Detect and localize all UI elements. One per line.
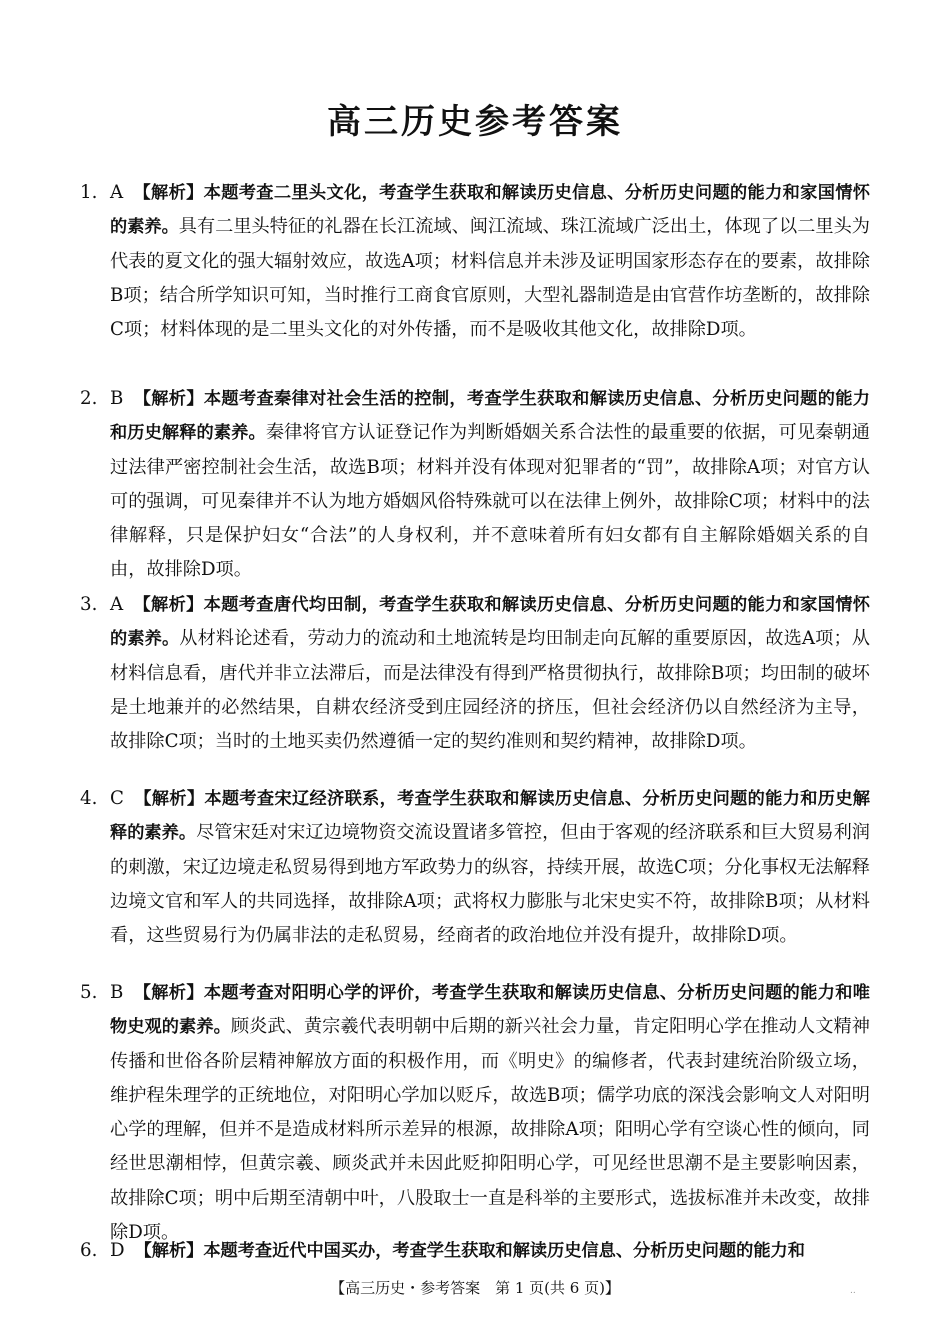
answer-body-3: 从材料论述看，劳动力的流动和土地流转是均田制走向瓦解的重要原因，故选A项；从材料信息看，唐代并非立法滞后，而是法律没有得到严格贯彻执行，故排除B项；均田制的破坏是土地兼并的必然结果，自耕农经济受到庄园经济的挤压，但社会经济仍以自然经济为主导，故排除C项；当时的土地买卖仍然遵循一定的契约准则和契约精神，故排除D项。 [110,628,870,753]
answer-choice-4: C [110,788,124,809]
answer-body-4: 尽管宋廷对宋辽边境物资交流设置诸多管控，但由于客观的经济联系和巨大贸易利润的刺激，宋辽边境走私贸易得到地方军政势力的纵容，持续开展，故选C项；分化事权无法解释边境文官和军人的共同选择，故排除A项；武将权力膨胀与北宋史实不符，故排除B项；从材料看，这些贸易行为仍属非法的走私贸易，经商者的政治地位并没有提升，故排除D项。 [110,822,870,947]
page-footer: 【高三历史・参考答案 第 1 页(共 6 页)】 [330,1279,620,1297]
answer-number-4: 4. [80,788,98,809]
answer-item-1 [80,176,870,382]
answer-list [80,176,870,1270]
answer-body-1: 具有二里头特征的礼器在长江流域、闽江流域、珠江流域广泛出土，体现了以二里头为代表的夏文化的强大辐射效应，故选A项；材料信息并未涉及证明国家形态存在的要素，故排除B项；结合所学知识可知，当时推行工商食官原则，大型礼器制造是由官营作坊垄断的，故排除C项；材料体现的是二里头文化的对外传播，而不是吸收其他文化，故排除D项。 [110,216,870,341]
answer-lead-6: 【解析】本题考查近代中国买办，考查学生获取和解读历史信息、分析历史问题的能力和 [134,1241,805,1261]
answer-choice-1: A [110,182,124,203]
answer-choice-6: D [110,1240,125,1261]
answer-item-3 [80,588,870,782]
answer-body-2: 秦律将官方认证登记作为判断婚姻关系合法性的最重要的依据，可见秦朝通过法律严密控制社会生活，故选B项；材料并没有体现对犯罪者的“罚”，故排除A项；对官方认可的强调，可见秦律并不认为地方婚姻风俗特殊就可以在法律上例外，故排除C项；材料中的法律解释，只是保护妇女“合法”的人身权利，并不意味着所有妇女都有自主解除婚姻关系的自由，故排除D项。 [110,422,870,581]
corner-mark: .. [850,1286,856,1296]
answer-lead-2: 【解析】本题考查秦律对社会生活的控制，考查学生获取和解读历史信息、分析历史问题的能力和历史解释的素养。 [110,389,870,444]
answer-lead-5: 【解析】本题考查对阳明心学的评价，考查学生获取和解读历史信息、分析历史问题的能力和唯物史观的素养。 [110,983,870,1038]
answer-choice-3: A [110,594,124,615]
page-title: 高三历史参考答案 [327,102,623,142]
answer-number-5: 5. [80,982,98,1003]
answer-lead-1: 【解析】本题考查二里头文化，考查学生获取和解读历史信息、分析历史问题的能力和家国情怀的素养。 [110,183,870,238]
answer-item-6 [80,1234,870,1270]
answer-body-5: 顾炎武、黄宗羲代表明朝中后期的新兴社会力量，肯定阳明心学在推动人文精神传播和世俗各阶层精神解放方面的积极作用，而《明史》的编修者，代表封建统治阶级立场，维护程朱理学的正统地位，对阳明心学加以贬斥，故选B项；儒学功底的深浅会影响文人对阳明心学的理解，但并不是造成材料所示差异的根源，故排除A项；阳明心学有空谈心性的倾向，同经世思潮相悖，但黄宗羲、顾炎武并未因此贬抑阳明心学，可见经世思潮不是主要影响因素，故排除C项；明中后期至清朝中叶，八股取士一直是科举的主要形式，选拔标准并未改变，故排除D项。 [110,1016,870,1244]
answer-item-5 [80,976,870,1244]
answer-number-2: 2. [80,388,98,409]
answer-number-1: 1. [80,182,98,203]
answer-choice-5: B [110,982,124,1003]
answer-lead-3: 【解析】本题考查唐代均田制，考查学生获取和解读历史信息、分析历史问题的能力和家国情怀的素养。 [110,595,870,650]
answer-number-6: 6. [80,1240,98,1261]
answer-item-2 [80,382,870,588]
answer-choice-2: B [110,388,124,409]
answer-number-3: 3. [80,594,98,615]
answer-lead-4: 【解析】本题考查宋辽经济联系，考查学生获取和解读历史信息、分析历史问题的能力和历史解释的素养。 [110,789,870,844]
answer-item-4 [80,782,870,976]
